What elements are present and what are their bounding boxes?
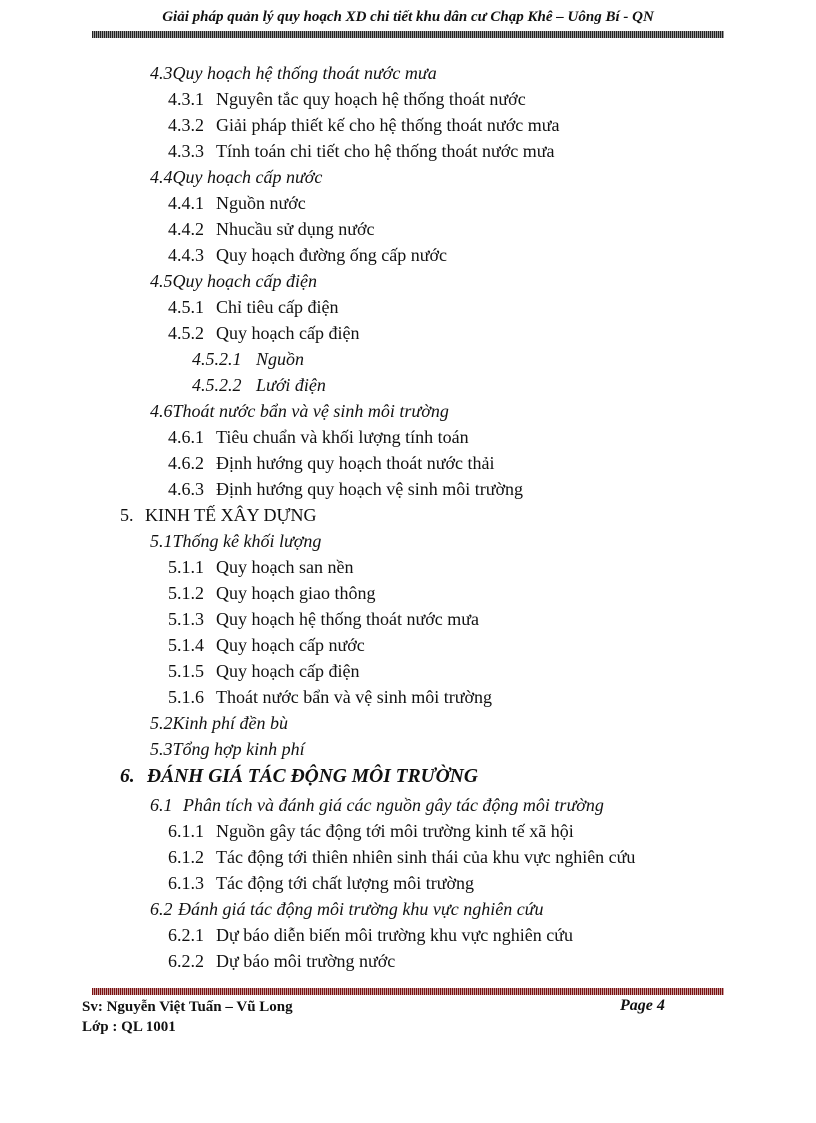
toc-entry-4-5-2 (168, 322, 359, 344)
toc-text: KINH TẾ XÂY DỰNG (145, 505, 317, 525)
toc-number: 5.1.4 (168, 635, 204, 655)
toc-text: Định hướng quy hoạch vệ sinh môi trường (216, 479, 524, 499)
toc-text: Lưới điện (256, 375, 326, 395)
toc-number: 4.4 (150, 167, 173, 187)
toc-number: 4.3.1 (168, 89, 204, 109)
toc-entry-5-1-6 (168, 686, 492, 708)
toc-entry-4-3-1 (168, 88, 526, 110)
toc-text: Nguồn (256, 349, 305, 369)
toc-text: Quy hoạch cấp nước (172, 167, 323, 187)
toc-entry-4-6-2 (168, 452, 495, 474)
toc-text: Quy hoạch hệ thống thoát nước mưa (216, 609, 479, 629)
toc-entry-4-3 (150, 62, 437, 84)
toc-entry-5-1-5 (168, 660, 359, 682)
toc-entry-4-5-1 (168, 296, 338, 318)
toc-text: ĐÁNH GIÁ TÁC ĐỘNG MÔI TRƯỜNG (147, 766, 478, 787)
toc-entry-4-4 (150, 166, 322, 188)
toc-entry-6-2 (150, 898, 544, 920)
header-rule (92, 31, 724, 38)
toc-number: 5.1.5 (168, 661, 204, 681)
toc-number: 6.1.2 (168, 847, 204, 867)
toc-number: 4.6 (150, 401, 173, 421)
toc-number: 4.3 (150, 63, 173, 83)
toc-text: Đánh giá tác động môi trường khu vực nghiên cứu (178, 899, 544, 919)
toc-number: 4.5.2 (168, 323, 204, 343)
footer-rule (92, 988, 724, 995)
toc-text: Định hướng quy hoạch thoát nước thải (216, 453, 495, 473)
toc-number: 5.2 (150, 713, 173, 733)
toc-entry-4-6 (150, 400, 449, 422)
toc-text: Quy hoạch cấp điện (216, 323, 360, 343)
toc-text: Quy hoạch giao thông (216, 583, 376, 603)
toc-text: Chỉ tiêu cấp điện (216, 297, 339, 317)
toc-number: 4.4.1 (168, 193, 204, 213)
toc-text: Phân tích và đánh giá các nguồn gây tác động môi trường (183, 795, 604, 815)
toc-entry-5-1-2 (168, 582, 375, 604)
toc-entry-4-5-2-1 (192, 348, 304, 370)
toc-entry-5-1-3 (168, 608, 479, 630)
toc-entry-4-4-1 (168, 192, 306, 214)
toc-entry-5-1-1 (168, 556, 353, 578)
toc-number: 5.1 (150, 531, 173, 551)
toc-text: Quy hoạch san nền (216, 557, 354, 577)
toc-entry-6-1-1 (168, 820, 574, 842)
toc-text: Quy hoạch hệ thống thoát nước mưa (172, 63, 437, 83)
toc-text: Tính toán chi tiết cho hệ thống thoát nước mưa (216, 141, 555, 161)
toc-text: Nguyên tắc quy hoạch hệ thống thoát nước (216, 89, 526, 109)
toc-text: Quy hoạch cấp nước (216, 635, 365, 655)
toc-entry-6-1-2 (168, 846, 635, 868)
toc-entry-6-2-1 (168, 924, 573, 946)
toc-text: Giải pháp thiết kế cho hệ thống thoát nước mưa (216, 115, 560, 135)
toc-number: 4.4.3 (168, 245, 204, 265)
toc-text: Dự báo diễn biến môi trường khu vực nghiên cứu (216, 925, 573, 945)
toc-number: 5. (120, 505, 134, 525)
toc-number: 5.3 (150, 739, 173, 759)
footer-class: Lớp : QL 1001 (82, 1019, 176, 1035)
toc-entry-4-3-2 (168, 114, 559, 136)
toc-entry-6-2-2 (168, 950, 395, 972)
toc-number: 6.1.3 (168, 873, 204, 893)
toc-number: 4.5 (150, 271, 173, 291)
toc-text: Tiêu chuẩn và khối lượng tính toán (216, 427, 469, 447)
toc-text: Kinh phí đền bù (172, 713, 288, 733)
toc-number: 4.5.1 (168, 297, 204, 317)
toc-entry-4-6-3 (168, 478, 523, 500)
toc-entry-5-2 (150, 712, 288, 734)
toc-number: 6.1 (150, 795, 173, 815)
toc-entry-6 (120, 766, 478, 788)
toc-text: Quy hoạch đường ống cấp nước (216, 245, 447, 265)
toc-entry-6-1 (150, 794, 604, 816)
toc-text: Thoát nước bẩn và vệ sinh môi trường (216, 687, 492, 707)
toc-number: 4.6.3 (168, 479, 204, 499)
toc-number: 6.2.1 (168, 925, 204, 945)
toc-text: Tác động tới thiên nhiên sinh thái của khu vực nghiên cứu (216, 847, 636, 867)
toc-number: 4.3.3 (168, 141, 204, 161)
toc-text: Quy hoạch cấp điện (216, 661, 360, 681)
toc-text: Tổng hợp kinh phí (172, 739, 305, 759)
toc-entry-5 (120, 504, 316, 526)
toc-text: Nguồn gây tác động tới môi trường kinh tế xã hội (216, 821, 574, 841)
footer-author-block (82, 997, 293, 1037)
toc-number: 4.6.1 (168, 427, 204, 447)
toc-entry-4-5-2-2 (192, 374, 326, 396)
footer-page-number: Page 4 (620, 997, 665, 1014)
toc-entry-4-5 (150, 270, 317, 292)
toc-number: 4.5.2.1 (192, 349, 242, 369)
toc-text: Quy hoạch cấp điện (172, 271, 317, 291)
toc-entry-5-1 (150, 530, 321, 552)
toc-number: 5.1.2 (168, 583, 204, 603)
toc-entry-4-4-3 (168, 244, 447, 266)
toc-number: 6. (120, 766, 135, 787)
toc-number: 6.1.1 (168, 821, 204, 841)
toc-entry-5-1-4 (168, 634, 365, 656)
toc-entry-6-1-3 (168, 872, 474, 894)
toc-entry-4-4-2 (168, 218, 375, 240)
toc-number: 5.1.6 (168, 687, 204, 707)
toc-number: 4.4.2 (168, 219, 204, 239)
toc-number: 6.2 (150, 899, 173, 919)
toc-text: Dự báo môi trường nước (216, 951, 396, 971)
page-header-title: Giải pháp quản lý quy hoạch XD chi tiết khu dân cư Chạp Khê – Uông Bí - QN (162, 9, 654, 25)
toc-entry-4-3-3 (168, 140, 554, 162)
toc-number: 4.5.2.2 (192, 375, 242, 395)
toc-entry-5-3 (150, 738, 305, 760)
toc-text: Nhucầu sử dụng nước (216, 219, 375, 239)
toc-entry-4-6-1 (168, 426, 469, 448)
toc-number: 6.2.2 (168, 951, 204, 971)
toc-number: 4.3.2 (168, 115, 204, 135)
toc-text: Tác động tới chất lượng môi trường (216, 873, 475, 893)
toc-text: Thống kê khối lượng (172, 531, 322, 551)
toc-text: Nguồn nước (216, 193, 306, 213)
toc-number: 5.1.3 (168, 609, 204, 629)
toc-number: 5.1.1 (168, 557, 204, 577)
toc-text: Thoát nước bẩn và vệ sinh môi trường (172, 401, 449, 421)
footer-students: Sv: Nguyễn Việt Tuấn – Vũ Long (82, 999, 293, 1015)
toc-number: 4.6.2 (168, 453, 204, 473)
